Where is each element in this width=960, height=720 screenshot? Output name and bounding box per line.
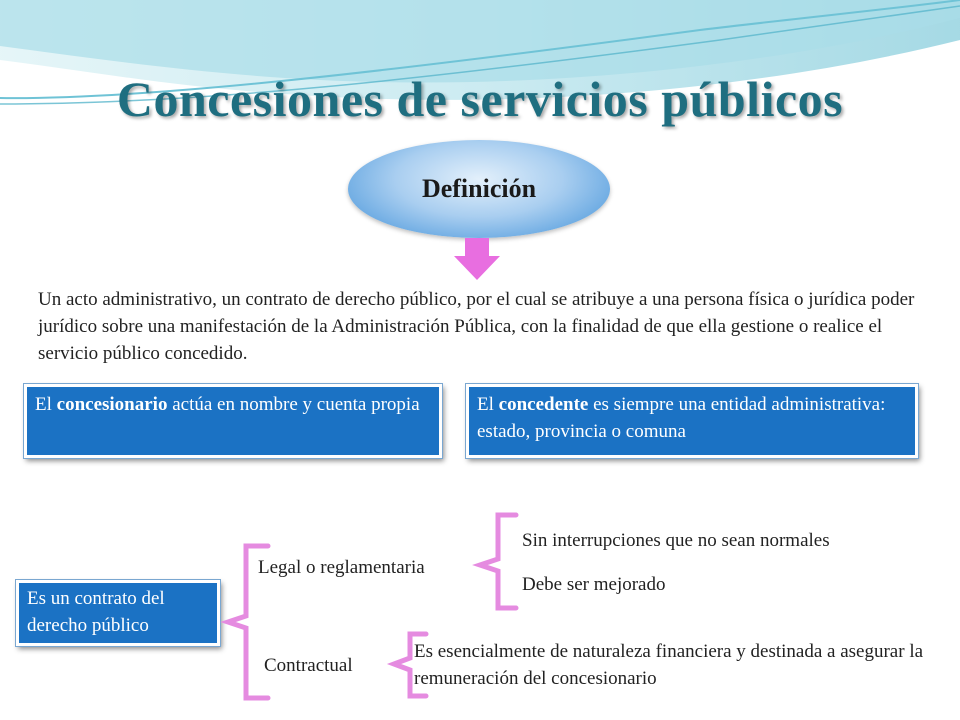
definition-oval (348, 140, 610, 238)
definition-text: Un acto administrativo, un contrato de derecho público, por el cual se atribuye a una persona física o jurídica poder jurídico sobre una manifestación de la Administración Pública, con la finalidad de que ella gestione o realice el servicio público concedido. (38, 289, 915, 364)
concedente-term: concedente (498, 394, 589, 415)
concesionario-box (24, 384, 442, 458)
slide-title: Concesiones de servicios públicos (116, 71, 844, 127)
definition-heading: Definición (421, 174, 537, 203)
legal-item-2: Debe ser mejorado (522, 574, 666, 595)
down-arrow-icon (454, 238, 500, 280)
concedente-prefix: El (477, 394, 499, 415)
legal-bracket (480, 515, 516, 608)
contract-box: Es un contrato del derecho público (16, 580, 220, 646)
concesionario-prefix: El (35, 394, 57, 415)
contractual-detail: Es esencialmente de naturaleza financiera y destinada a asegurar la remuneración del concesionario (414, 641, 924, 689)
legal-label: Legal o reglamentaria (258, 557, 425, 578)
concesionario-suffix: actúa en nombre y cuenta propia (167, 394, 420, 415)
concedente-suffix: es siempre una entidad administrativa: estado, provincia o comuna (477, 394, 886, 442)
legal-item-1: Sin interrupciones que no sean normales (522, 530, 830, 551)
contractual-label: Contractual (264, 655, 353, 676)
concedente-box (466, 384, 918, 458)
concesionario-term: concesionario (56, 394, 168, 415)
